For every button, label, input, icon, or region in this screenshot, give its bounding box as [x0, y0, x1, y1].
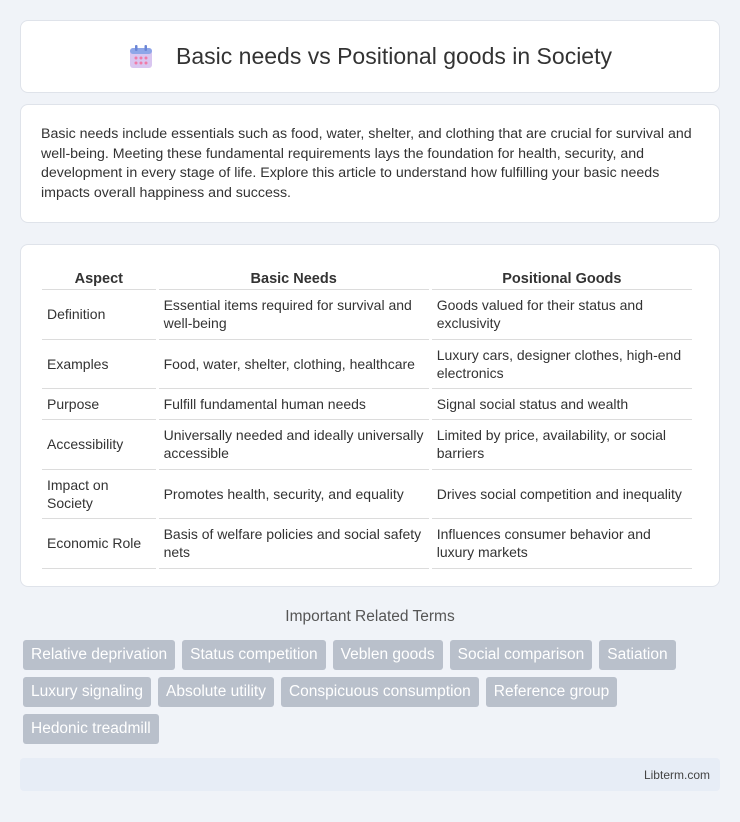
footer-site-link[interactable]: Libterm.com — [643, 768, 710, 782]
row-basic-needs: Food, water, shelter, clothing, healthcare — [159, 340, 429, 390]
related-term-tag[interactable]: Status competition — [182, 640, 326, 670]
column-header-positional-goods: Positional Goods — [432, 265, 692, 290]
related-term-tag[interactable]: Relative deprivation — [23, 640, 175, 670]
row-basic-needs: Fulfill fundamental human needs — [159, 389, 429, 420]
related-term-tag[interactable]: Hedonic treadmill — [23, 714, 159, 744]
related-term-tag[interactable]: Conspicuous consumption — [281, 677, 479, 707]
row-aspect: Accessibility — [42, 420, 156, 470]
related-term-tag[interactable]: Absolute utility — [158, 677, 274, 707]
table-row — [42, 389, 692, 420]
row-aspect: Definition — [42, 290, 156, 340]
row-positional-goods: Signal social status and wealth — [432, 389, 692, 420]
row-positional-goods: Limited by price, availability, or social barriers — [432, 420, 692, 470]
comparison-table-card — [20, 244, 720, 587]
row-basic-needs: Promotes health, security, and equality — [159, 470, 429, 520]
table-header-row — [42, 265, 692, 290]
comparison-table — [39, 265, 695, 569]
table-row — [42, 519, 692, 569]
page-title: Basic needs vs Positional goods in Society — [176, 43, 612, 69]
row-aspect: Economic Role — [42, 519, 156, 569]
related-term-tag[interactable]: Veblen goods — [333, 640, 443, 670]
related-term-tag[interactable]: Reference group — [486, 677, 617, 707]
table-row — [42, 340, 692, 390]
related-term-tag[interactable]: Luxury signaling — [23, 677, 151, 707]
related-terms-list — [23, 640, 723, 744]
header-card — [20, 20, 720, 93]
row-basic-needs: Basis of welfare policies and social safety nets — [159, 519, 429, 569]
calendar-icon — [128, 44, 154, 70]
footer — [20, 758, 720, 791]
row-basic-needs: Essential items required for survival and well-being — [159, 290, 429, 340]
row-positional-goods: Drives social competition and inequality — [432, 470, 692, 520]
row-basic-needs: Universally needed and ideally universally accessible — [159, 420, 429, 470]
related-terms-title: Important Related Terms — [285, 608, 455, 625]
table-row — [42, 420, 692, 470]
table-row — [42, 290, 692, 340]
related-term-tag[interactable]: Satiation — [599, 640, 675, 670]
table-row — [42, 470, 692, 520]
row-aspect: Purpose — [42, 389, 156, 420]
intro-text: Basic needs include essentials such as food, water, shelter, and clothing that are crucial for survival and well-being. Meeting these fundamental requirements lays the foundation for health, security, and development in every stage of life. Explore this article to understand how fulfilling your basic needs impacts overall happiness and success. — [41, 126, 692, 201]
column-header-aspect: Aspect — [42, 265, 156, 290]
related-term-tag[interactable]: Social comparison — [450, 640, 593, 670]
row-positional-goods: Luxury cars, designer clothes, high-end electronics — [432, 340, 692, 390]
intro-card — [20, 104, 720, 223]
row-aspect: Impact on Society — [42, 470, 156, 520]
row-positional-goods: Goods valued for their status and exclusivity — [432, 290, 692, 340]
column-header-basic-needs: Basic Needs — [159, 265, 429, 290]
row-positional-goods: Influences consumer behavior and luxury markets — [432, 519, 692, 569]
row-aspect: Examples — [42, 340, 156, 390]
